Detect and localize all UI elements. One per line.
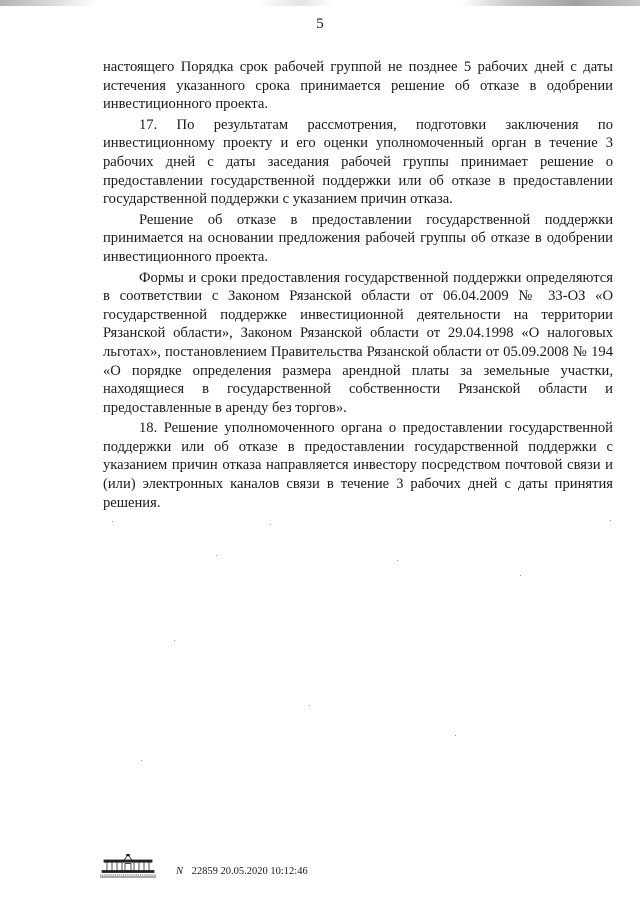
registration-timestamp: 20.05.2020 10:12:46 <box>220 866 308 877</box>
scan-speck <box>141 760 142 761</box>
paragraph-forms-and-terms: Формы и сроки предоставления государственной поддержки определяются в соответствии с Законом Рязанской области от 06.04.2009 № 33-ОЗ «О государственной поддержке инвестиционной деятельности на территории Рязанской области», Законом Рязанской области от 29.04.1998 «О налоговых льготах», постановлением Правительства Рязанской области от 05.09.2008 № 194 «О порядке определения размера арендной платы за земельные участки, находящиеся в государственной собственности Рязанской области и предоставленные в аренду без торгов». <box>103 269 613 416</box>
registration-number: 22859 <box>191 866 218 877</box>
scan-speck <box>216 555 217 556</box>
paragraph-refusal-basis: Решение об отказе в предоставлении государственной поддержки принимается на основании предложения рабочей группы об отказе в одобрении инвестиционного проекта. <box>103 211 613 265</box>
scan-speck <box>610 520 611 521</box>
scan-speck <box>174 640 175 641</box>
document-body <box>103 58 613 512</box>
scan-speck <box>455 735 456 736</box>
scan-edge-artifact <box>0 0 640 6</box>
paragraph-17: 17. По результатам рассмотрения, подготовки заключения по инвестиционному проекту и его оценки уполномоченный орган в течение 3 рабочих дней с даты заседания рабочей группы принимает решение о предоставлении государственной поддержки или об отказе в предоставлении государственной поддержки с указанием причин отказа. <box>103 116 613 208</box>
scan-speck <box>270 524 271 525</box>
paragraph-18: 18. Решение уполномоченного органа о предоставлении государственной поддержки или об отказе в предоставлении государственной поддержки с указанием причин отказа направляется инвестору посредством почтовой связи и (или) электронных каналов связи в течение 3 рабочих дней с даты принятия решения. <box>103 420 613 511</box>
registration-mark: N <box>176 866 184 877</box>
scan-speck <box>397 560 398 561</box>
scan-speck <box>309 705 310 706</box>
government-building-emblem-icon <box>98 854 158 878</box>
registration-stamp <box>176 866 308 877</box>
scan-speck <box>520 575 521 576</box>
scan-speck <box>112 521 113 522</box>
paragraph-continuation: настоящего Порядка срок рабочей группой не позднее 5 рабочих дней с даты истечения указанного срока принимается решение об отказе в одобрении инвестиционного проекта. <box>103 59 613 113</box>
page-number: 5 <box>316 16 324 32</box>
